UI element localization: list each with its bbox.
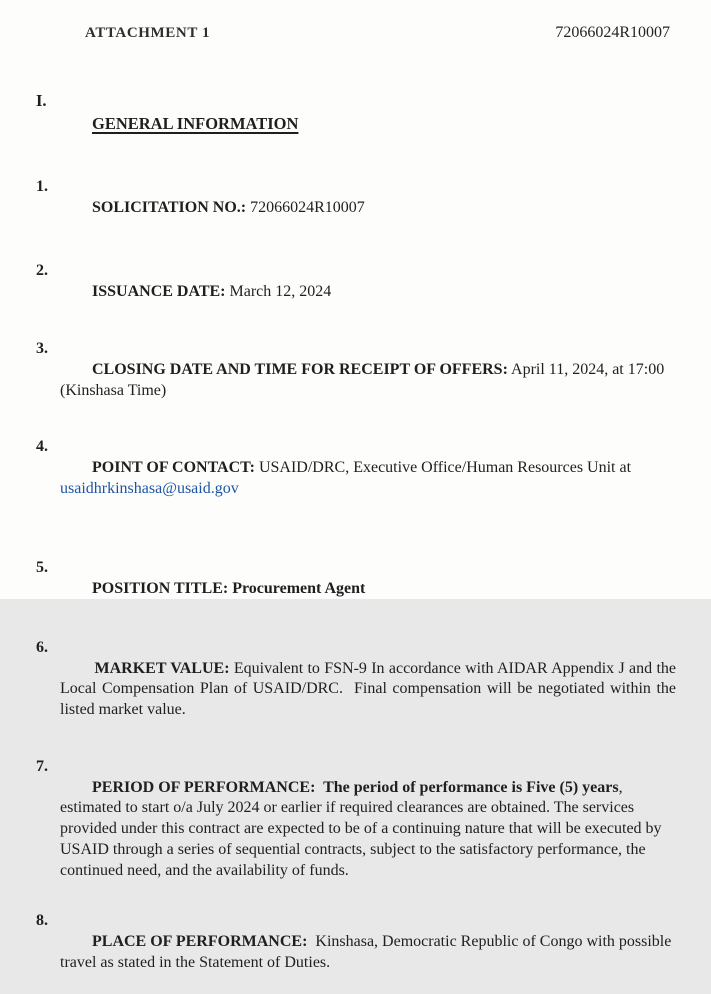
attachment-title: ATTACHMENT 1 xyxy=(85,25,211,41)
item-number: 4. xyxy=(36,438,48,456)
item-label: PLACE OF PERFORMANCE: xyxy=(92,933,308,951)
item-label: SOLICITATION NO.: xyxy=(92,199,247,217)
item-text: March 12, 2024 xyxy=(225,282,332,300)
item-label: POSITION TITLE: xyxy=(92,580,229,598)
item-label: CLOSING DATE AND TIME FOR RECEIPT OF OFFERS: xyxy=(92,360,508,378)
list-item-period-of-performance xyxy=(36,757,676,903)
item-number: 7. xyxy=(36,757,48,775)
section-numeral: I. xyxy=(36,91,47,110)
list-item-solicitation-no xyxy=(36,177,676,239)
item-text: USAID/DRC, Executive Office/Human Resources Unit at xyxy=(254,459,632,477)
list-item-closing-date xyxy=(36,339,676,422)
item-text: April 11, 2024, at 17:00 (Kinshasa Time) xyxy=(60,360,669,399)
solicitation-number-header: 72066024R10007 xyxy=(555,24,670,41)
list-item-place-of-performance xyxy=(36,911,676,994)
item-text: Kinshasa, Democratic Republic of Congo with possible travel as stated in the Statement of Duties. xyxy=(60,933,676,971)
section-heading xyxy=(36,90,676,156)
document-body xyxy=(36,90,681,994)
item-number: 1. xyxy=(36,178,48,196)
list-item-market-value xyxy=(36,638,681,742)
item-number: 2. xyxy=(36,261,48,279)
item-label: PERIOD OF PERFORMANCE: xyxy=(92,778,316,796)
item-number: 3. xyxy=(36,340,48,358)
list-item-point-of-contact xyxy=(36,437,676,541)
item-number: 8. xyxy=(36,912,48,930)
email-link[interactable]: usaidhrkinshasa@usaid.gov xyxy=(60,479,239,497)
item-text-bold: Procurement Agent xyxy=(228,580,366,598)
list-item-issuance-date xyxy=(36,261,676,323)
item-label: MARKET VALUE: xyxy=(94,659,230,677)
item-text: Equivalent to FSN-9 In accordance with AIDAR Appendix J and the Local Compensation Plan of USAID/DRC. Final compensation will be negotiated within the listed market value. xyxy=(60,659,681,719)
item-text: , estimated to start o/a July 2024 or earlier if required clearances are obtained. The services provided under this contract are expected to be of a continuing nature that will be executed by USAID through a series of sequential contracts, subject to the satisfactory performance, the continued need, and the availability of funds. xyxy=(60,778,666,879)
item-label: POINT OF CONTACT: xyxy=(92,459,255,477)
item-number: 5. xyxy=(36,559,48,577)
item-text-bold: The period of performance is Five (5) years xyxy=(315,778,619,796)
section-title: GENERAL INFORMATION xyxy=(92,113,299,133)
item-text: 72066024R10007 xyxy=(246,199,365,217)
list-item-position-title xyxy=(36,558,676,620)
item-label: ISSUANCE DATE: xyxy=(92,282,226,300)
item-number: 6. xyxy=(36,638,48,656)
